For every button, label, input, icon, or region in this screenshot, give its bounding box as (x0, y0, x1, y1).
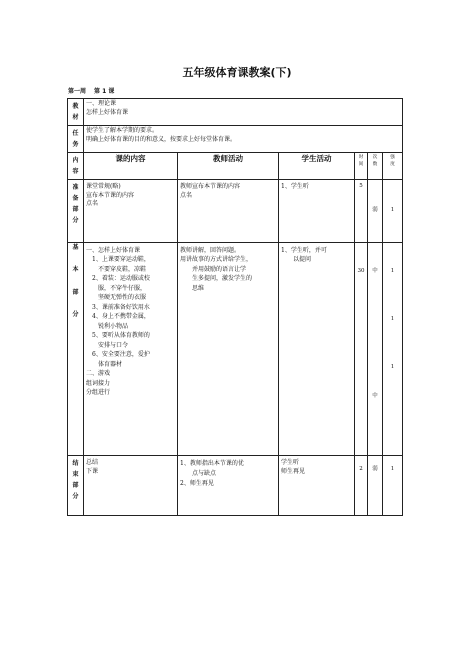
prep-count: 弱 (368, 180, 383, 243)
header-time: 时 间 (355, 153, 368, 180)
prep-student: 1、学生听 (279, 180, 355, 243)
material-row (68, 99, 403, 126)
lesson-label: 第 1 课 (94, 88, 115, 95)
prep-row (68, 180, 403, 243)
task-content: 使学生了解本学期的要求。 明确上好体育课的目的和意义，按要求上好每堂体育课。 (84, 126, 403, 153)
prep-label: 准 备 部 分 (68, 180, 84, 243)
header-teacher: 教师活动 (178, 153, 279, 180)
header-student: 学生活动 (279, 153, 355, 180)
basic-time: 30 (355, 243, 368, 456)
end-student: 学生听 师生再见 (279, 456, 355, 516)
basic-intensity: 1 1 1 (383, 243, 403, 456)
end-row (68, 456, 403, 516)
basic-label: 基 本 部 分 (68, 243, 84, 456)
basic-count: 中 中 (368, 243, 383, 456)
basic-teacher: 教师讲解，回答问题。 用讲故事的方式讲给学生， 并用鼓励的语言让学 生多提问，激发学生的 思维 (178, 243, 279, 456)
end-content: 总结 下课 (84, 456, 178, 516)
basic-content: 一、怎样上好体育课 1、上课要穿运动鞋， 不要穿皮鞋，凉鞋 2、着装：运动服或校 服，不穿牛仔服， 坚硬无弹性的衣服 3、课前准备好饮用水 4、身上不携带金属， 锐利小物品 5、要听从体育教师的 安排与口令 6、安全要注意，爱护 体育器材 二、游戏 组词接力 分组进行 (84, 243, 178, 456)
prep-time: 5 (355, 180, 368, 243)
header-section-label: 内 容 (68, 153, 84, 180)
material-label: 教 材 (68, 99, 84, 126)
task-row (68, 126, 403, 153)
header-content: 课的内容 (84, 153, 178, 180)
header-row (68, 153, 403, 180)
page-title: 五年级体育课教案(下) (182, 66, 292, 79)
end-teacher: 1、教师指出本节课的优 点与缺点 2、师生再见 (178, 456, 279, 516)
header-count: 次 数 (368, 153, 383, 180)
prep-teacher: 教师宣布本节课的内容 点名 (178, 180, 279, 243)
end-count: 弱 (368, 456, 383, 516)
header-intensity: 强 度 (383, 153, 403, 180)
material-content: 一、理论课 怎样上好体育课 (84, 99, 403, 126)
prep-intensity: 1 (383, 180, 403, 243)
end-intensity: 1 (383, 456, 403, 516)
end-label: 结 束 部 分 (68, 456, 84, 516)
end-time: 2 (355, 456, 368, 516)
task-label: 任 务 (68, 126, 84, 153)
basic-row (68, 243, 403, 456)
week-line (68, 86, 122, 95)
lesson-plan-table (67, 98, 403, 516)
basic-student: 1、学生听，并可 以提问 (279, 243, 355, 456)
prep-content: 课堂常规(略) 宣布本节课的内容 点名 (84, 180, 178, 243)
week-label: 第一周 (68, 88, 87, 95)
